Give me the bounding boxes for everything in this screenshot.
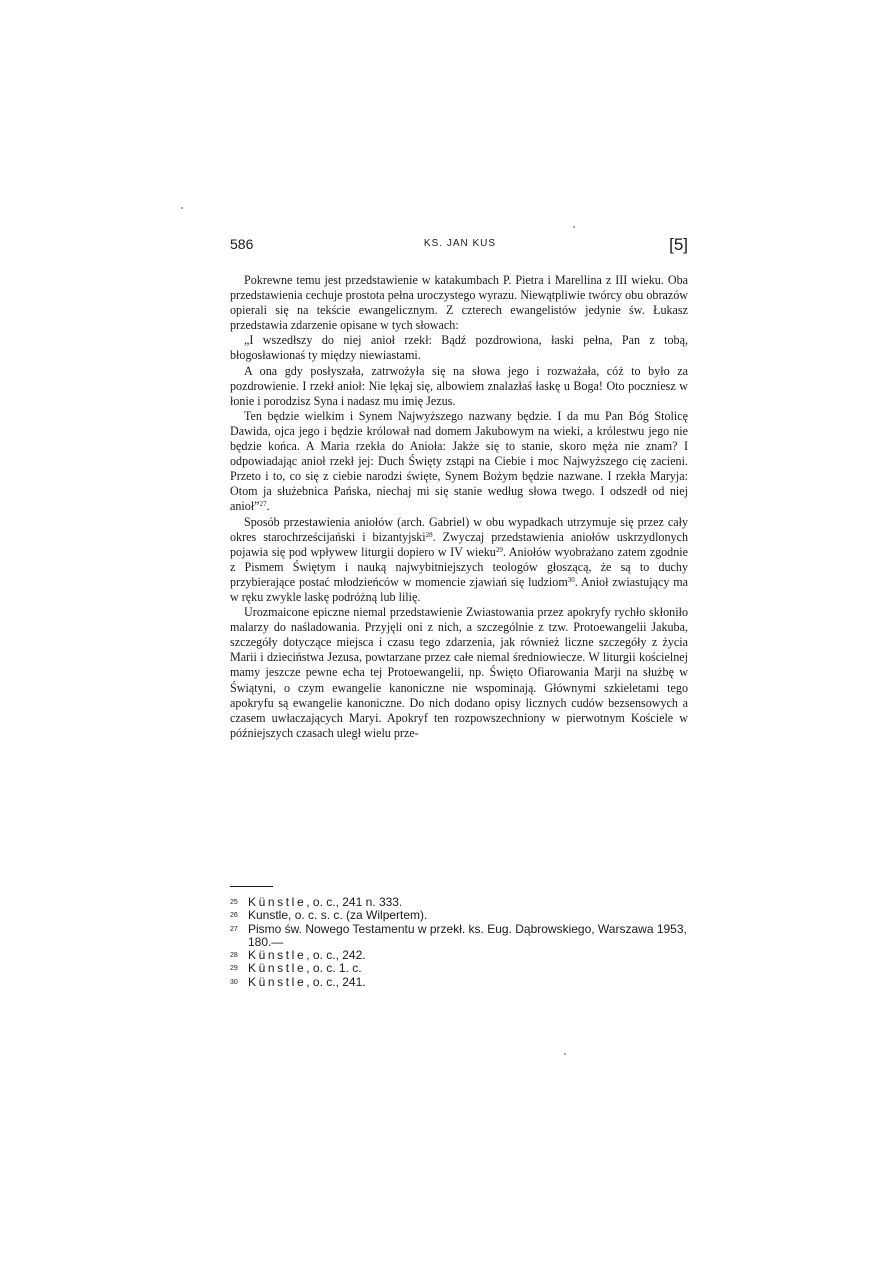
paragraph-5-text-b: . Zwyczaj przedstawienia aniołów uskrzydlonych pojawia się pod wpływew liturgii dopiero w IV wieku xyxy=(230,529,688,559)
page-number: 586 xyxy=(230,236,254,252)
footnote-text: Pismo św. Nowego Testamentu w przekł. ks. Eug. Dąbrowskiego, Warszawa 1953, 180.— xyxy=(248,921,687,949)
paragraph-6-text: Urozmaicone epiczne niemal przedstawienie Zwiastowania przez apokryfy rychło skłoniło malarzy do naśladowania. Przyjęli oni z nich, a szczególnie z tzw. Protoewangelii Jakuba, szczegóły dotyczące miejsca i czasu tego zdarzenia, jak również liczne szczegóły z życia Marii i dzieciństwa Jezusa, powtarzane przez całe niemal średniowiecze. W liturgii kościelnej mamy jeszcze pewne echa tej Protoewangelii, np. Święto Ofiarowania Marji na służbę w Świątyni, o czym ewangelie kanoniczne nie wspominają. Głównymi szkieletami tego apokryfu są ewangelie kanoniczne. Do nich dodano opisy licznych cudów bezsensowych a czasem uwłaczających Maryi. Apokryf ten rozpowszechniony w pierwotnym Kościele w późniejszych czasach uległ wielu prze- xyxy=(230,605,688,740)
body-text xyxy=(230,273,688,741)
paragraph-2-quote xyxy=(230,333,688,363)
scan-speck xyxy=(181,207,183,209)
footnote-author: Künstle xyxy=(248,974,307,989)
footnote-number: 26 xyxy=(230,912,238,920)
footnote-author: Künstle xyxy=(248,961,307,976)
footnote-divider xyxy=(230,886,273,887)
paragraph-5-text-c: . Aniołów wyobrażano zatem zgodnie z Pismem Świętym i nauką najwybitniejszych teologów głoszącą, że są to duchy przybierające postać młodzieńców w momencie zjawiań się ludziom xyxy=(230,544,688,589)
paragraph-5-text-d: . Anioł zwiastujący ma w ręku zwykle laskę podróżną lub lilię. xyxy=(230,574,688,604)
paragraph-3-text: A ona gdy posłyszała, zatrwożyła się na słowa jego i rozważała, cóż to było za pozdrowienie. I rzekł anioł: Nie lękaj się, albowiem znalazłaś łaskę u Boga! Oto poczniesz w łonie i porodzisz Syna i nadasz mu imię Jezus. xyxy=(230,363,688,408)
footnote-ref-27[interactable]: 27 xyxy=(259,500,267,509)
footnote-26 xyxy=(230,909,690,922)
footnote-author: Künstle xyxy=(248,895,307,909)
footnote-30 xyxy=(230,976,690,989)
footnote-text: Kunstle, o. c. s. c. (za Wilpertem). xyxy=(248,908,428,923)
paragraph-3-quote xyxy=(230,364,688,409)
footnote-ref-29[interactable]: 29 xyxy=(495,545,503,554)
paragraph-5-text-a: Sposób przestawienia aniołów (arch. Gabriel) w obu wypadkach utrzymuje się przez cały okres starochrześcijański i bizantyjski xyxy=(230,514,688,544)
footnote-text: , o. c., 242. xyxy=(306,948,366,963)
footnote-ref-28[interactable]: 28 xyxy=(425,530,433,539)
footnote-text: , o. c. 1. c. xyxy=(306,961,362,976)
paragraph-1 xyxy=(230,273,688,333)
footnote-ref-30[interactable]: 30 xyxy=(567,575,575,584)
scan-speck xyxy=(564,1053,566,1055)
footnote-text: , o. c., 241. xyxy=(306,974,366,989)
footnote-29 xyxy=(230,962,690,975)
scan-speck xyxy=(573,226,575,228)
footnote-text: , o. c., 241 n. 333. xyxy=(306,895,403,909)
footnotes xyxy=(230,896,690,989)
footnote-25 xyxy=(230,896,690,909)
section-marker: [5] xyxy=(669,235,688,254)
paragraph-1-text: Pokrewne temu jest przedstawienie w katakumbach P. Pietra i Marellina z III wieku. Oba przedstawienia cechuje prostota pełna uroczystego wyrazu. Niewątpliwie twórcy obu obrazów opierali się na tekście ewangelicznym. Z czterech ewangelistów jedynie św. Łukasz przedstawia zdarzenie opisane w tych słowach: xyxy=(230,273,688,333)
paragraph-2-text: „I wszedłszy do niej anioł rzekł: Bądź pozdrowiona, łaski pełna, Pan z tobą, błogosławionaś ty między niewiastami. xyxy=(230,333,688,363)
page-header xyxy=(230,236,690,260)
paragraph-4-end: . xyxy=(266,499,270,514)
footnote-number: 28 xyxy=(230,952,238,960)
footnote-number: 30 xyxy=(230,978,238,986)
paragraph-4-quote xyxy=(230,409,688,515)
paragraph-4-text: Ten będzie wielkim i Synem Najwyższego nazwany będzie. I da mu Pan Bóg Stolicę Dawida, ojca jego i będzie królował nad domem Jakubowym na wieki, a królestwu jego nie będzie końca. A Maria rzekła do Anioła: Jakże się to stanie, skoro męża nie znam? I odpowiadając anioł rzekł jej: Duch Święty zstąpi na Ciebie i moc Najwyższego cię zacieni. Przeto i to, co się z ciebie narodzi święte, Synem Bożym będzie nazwane. I rzekła Maryja: Otom ja służebnica Pańska, niechaj mi się stanie według słowa twego. I odszedł od niej anioł” xyxy=(230,408,688,514)
footnote-number: 29 xyxy=(230,965,238,973)
paragraph-6 xyxy=(230,605,688,741)
footnote-number: 25 xyxy=(230,899,238,906)
footnote-27 xyxy=(230,923,690,950)
footnote-28 xyxy=(230,949,690,962)
footnote-author: Künstle xyxy=(248,948,307,963)
paragraph-5 xyxy=(230,515,688,606)
footnote-number: 27 xyxy=(230,925,238,933)
running-head: KS. JAN KUS xyxy=(423,238,497,249)
